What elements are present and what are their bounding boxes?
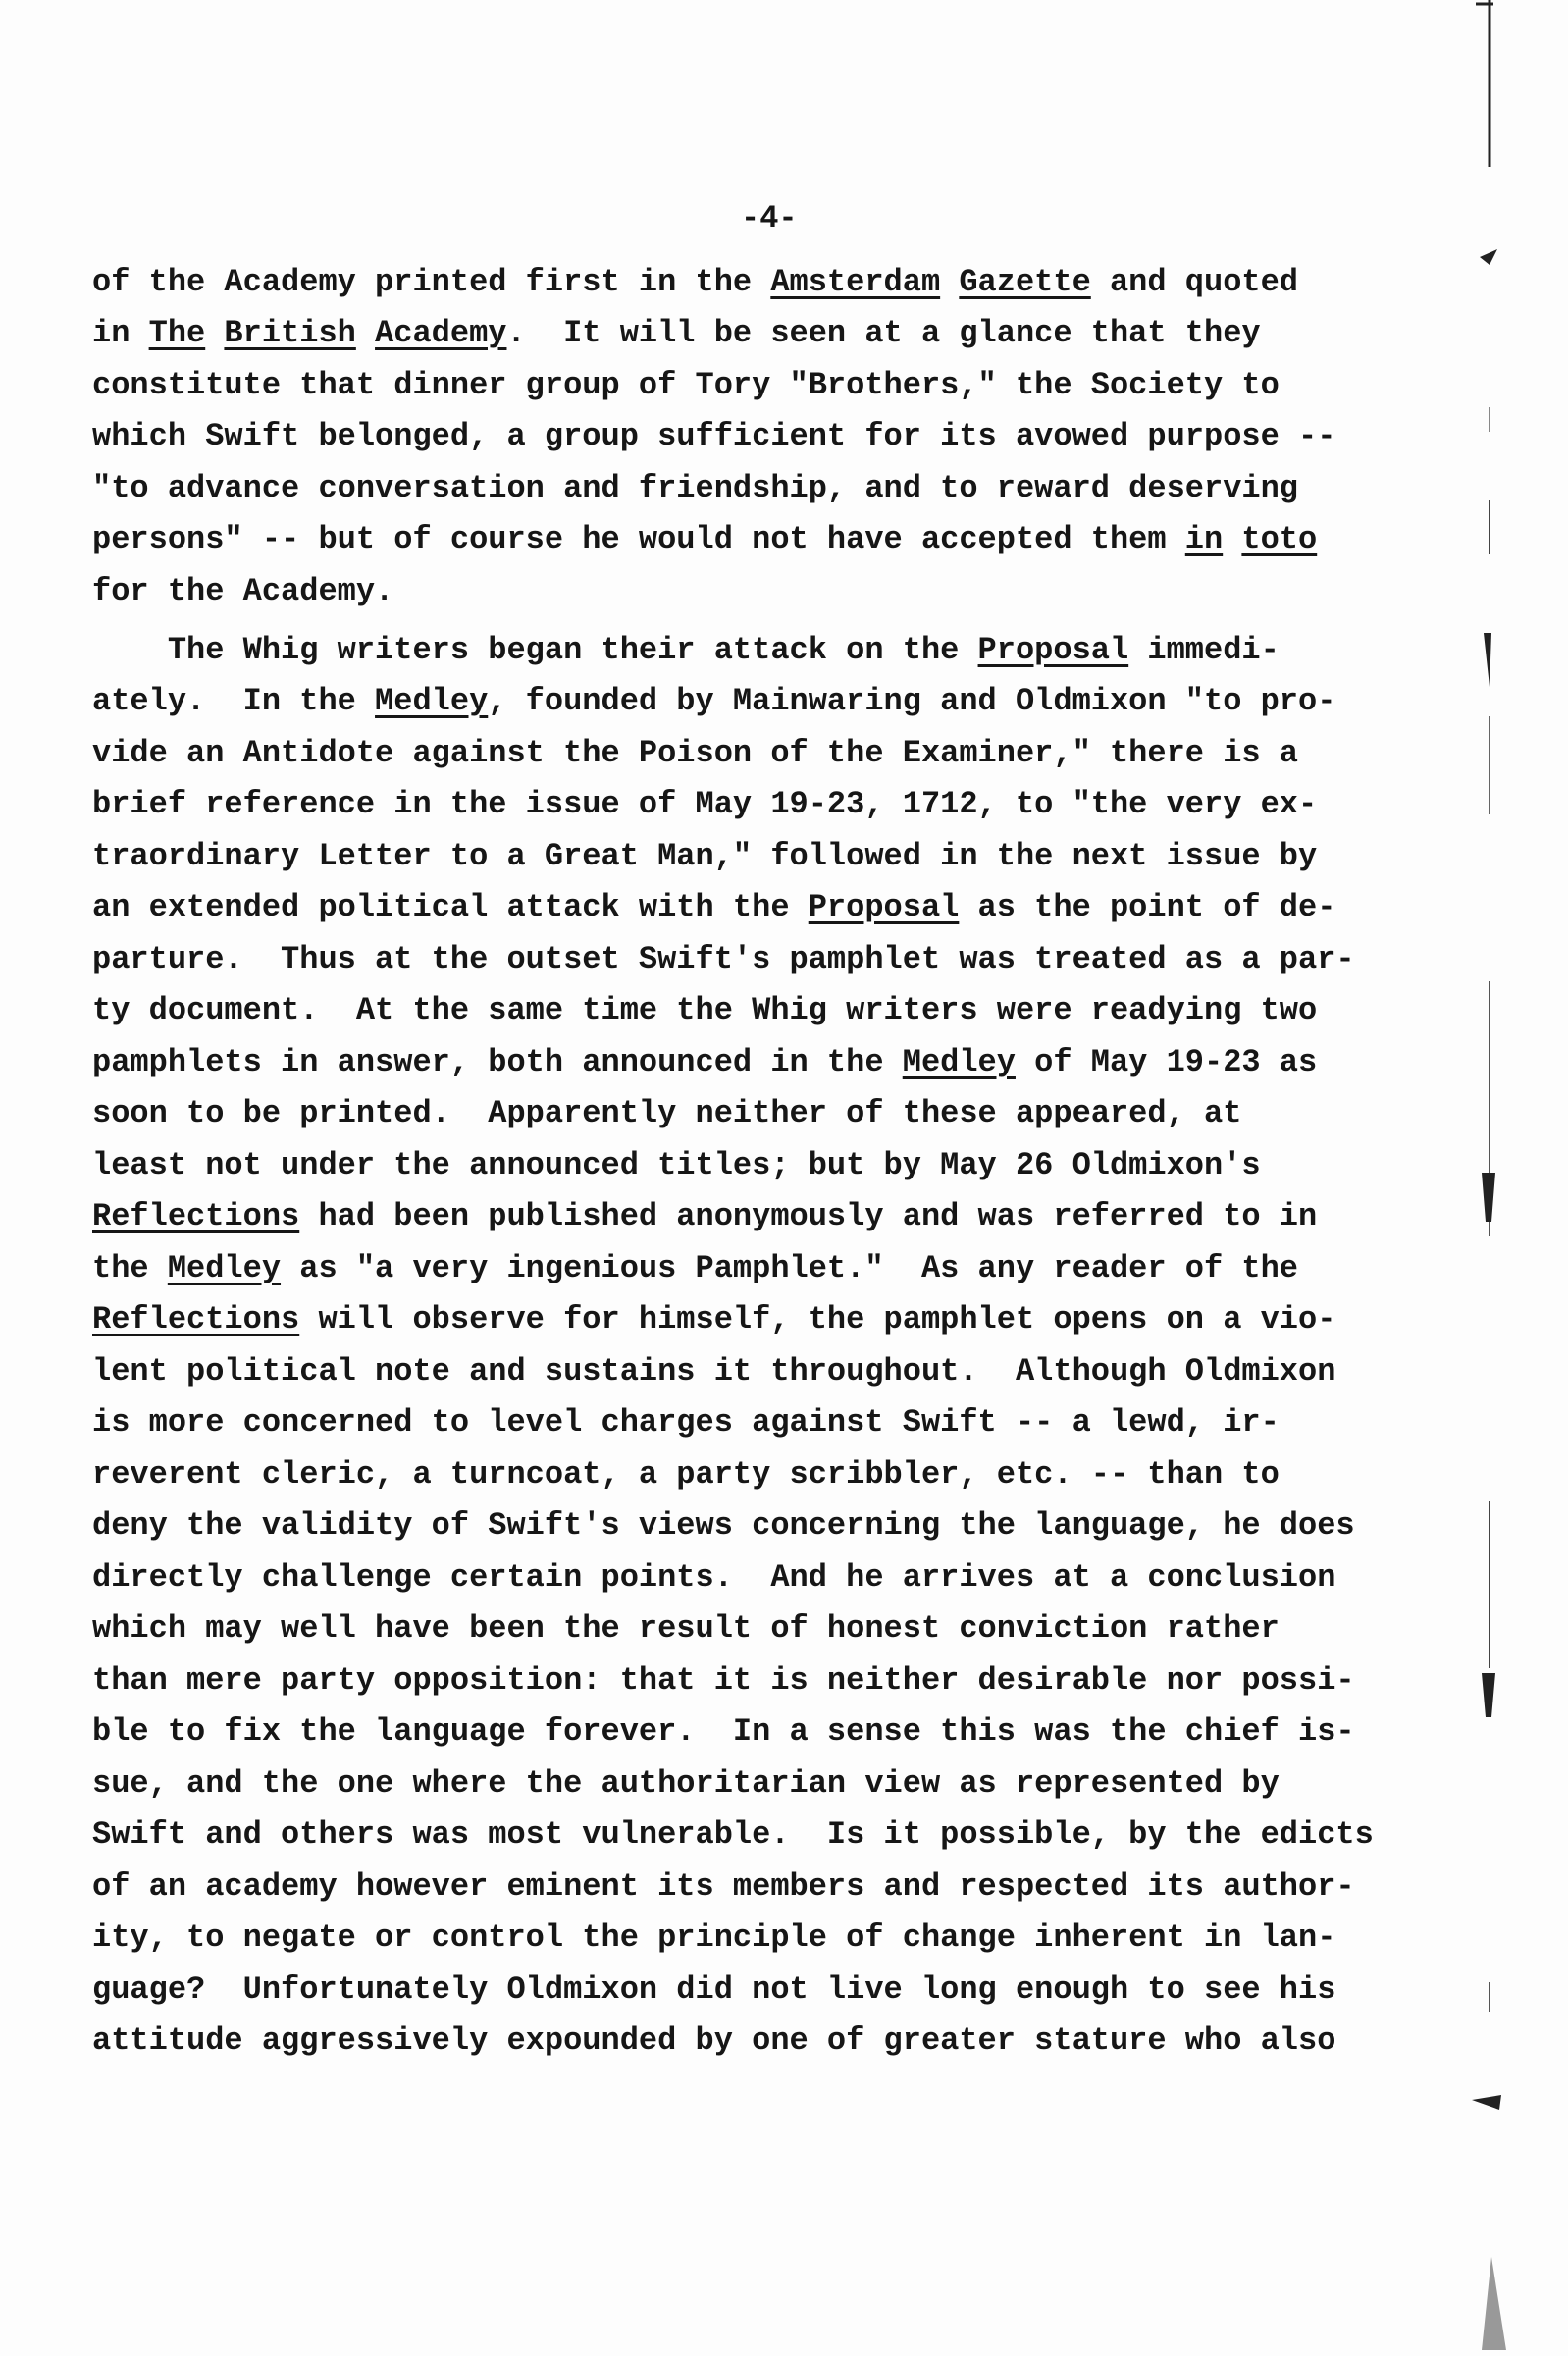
text-run: for the Academy.: [92, 573, 394, 609]
text-line: [92, 1713, 1355, 1750]
underlined-title: British: [224, 315, 356, 351]
text-run: [205, 315, 224, 351]
text-run: vide an Antidote against the Poison of the Examiner," there is a: [92, 735, 1298, 771]
text-run: [1223, 521, 1241, 557]
text-line: [92, 418, 1336, 454]
text-line: [92, 786, 1318, 822]
text-line: [92, 470, 1298, 506]
text-line: [92, 1868, 1355, 1905]
text-run: Swift and others was most vulnerable. Is it possible, by the edicts: [92, 1816, 1374, 1853]
text-line: [92, 1919, 1336, 1956]
text-line: [92, 1765, 1280, 1802]
text-line: [92, 735, 1298, 771]
underlined-title: Reflections: [92, 1198, 300, 1234]
text-run: least not under the announced titles; but by May 26 Oldmixon's: [92, 1147, 1261, 1183]
underlined-title: Academy: [375, 315, 507, 351]
text-run: . It will be seen at a glance that they: [506, 315, 1261, 351]
text-line: [92, 573, 394, 609]
text-run: attitude aggressively expounded by one of greater stature who also: [92, 2022, 1336, 2059]
text-run: as the point of de-: [959, 889, 1336, 925]
text-line: [92, 1610, 1280, 1647]
underlined-title: Gazette: [959, 264, 1091, 300]
text-run: The Whig writers began their attack on the: [92, 632, 978, 668]
text-run: "to advance conversation and friendship, and to reward deserving: [92, 470, 1298, 506]
text-run: persons" -- but of course he would not have accepted them: [92, 521, 1185, 557]
underlined-title: toto: [1241, 521, 1318, 557]
text-run: of an academy however eminent its members and respected its author-: [92, 1868, 1355, 1905]
text-run: lent political note and sustains it throughout. Although Oldmixon: [92, 1353, 1336, 1389]
text-line: [92, 1404, 1280, 1440]
text-run: [940, 264, 959, 300]
text-line: [92, 941, 1355, 977]
underlined-title: Proposal: [808, 889, 960, 925]
text-run: as "a very ingenious Pamphlet." As any reader of the: [281, 1250, 1298, 1286]
text-run: [356, 315, 375, 351]
underlined-title: Medley: [902, 1044, 1016, 1080]
text-run: directly challenge certain points. And he arrives at a conclusion: [92, 1559, 1336, 1596]
text-line: [92, 1353, 1336, 1389]
text-run: ately. In the: [92, 683, 376, 719]
underlined-title: in: [1184, 521, 1224, 557]
text-run: traordinary Letter to a Great Man," followed in the next issue by: [92, 838, 1318, 874]
text-run: reverent cleric, a turncoat, a party scribbler, etc. -- than to: [92, 1456, 1280, 1492]
text-line: [92, 1559, 1336, 1596]
text-line: [92, 889, 1336, 925]
text-line: [92, 1301, 1336, 1337]
text-line: [92, 264, 1298, 300]
text-line: [92, 838, 1318, 874]
text-run: of May 19-23 as: [1015, 1044, 1318, 1080]
text-run: soon to be printed. Apparently neither of these appeared, at: [92, 1095, 1242, 1131]
text-line: [92, 1198, 1318, 1234]
page-number: -4-: [741, 200, 798, 236]
text-run: sue, and the one where the authoritarian view as represented by: [92, 1765, 1280, 1802]
text-run: which may well have been the result of honest conviction rather: [92, 1610, 1280, 1647]
underlined-title: Proposal: [977, 632, 1129, 668]
text-run: deny the validity of Swift's views concerning the language, he does: [92, 1507, 1355, 1544]
underlined-title: Medley: [167, 1250, 282, 1286]
text-line: [92, 1662, 1355, 1699]
text-line: [92, 367, 1280, 403]
text-run: brief reference in the issue of May 19-23, 1712, to "the very ex-: [92, 786, 1318, 822]
text-run: the: [92, 1250, 168, 1286]
text-run: ty document. At the same time the Whig writers were readying two: [92, 992, 1318, 1028]
text-run: immedi-: [1128, 632, 1280, 668]
text-run: parture. Thus at the outset Swift's pamphlet was treated as a par-: [92, 941, 1355, 977]
text-run: ity, to negate or control the principle of change inherent in lan-: [92, 1919, 1336, 1956]
text-line: [92, 1147, 1261, 1183]
text-line: [92, 1971, 1336, 2008]
text-line: [92, 1816, 1374, 1853]
text-run: guage? Unfortunately Oldmixon did not live long enough to see his: [92, 1971, 1336, 2008]
text-run: than mere party opposition: that it is neither desirable nor possi-: [92, 1662, 1355, 1699]
text-run: of the Academy printed first in the: [92, 264, 771, 300]
text-run: and quoted: [1090, 264, 1298, 300]
text-run: ble to fix the language forever. In a sense this was the chief is-: [92, 1713, 1355, 1750]
text-run: which Swift belonged, a group sufficient for its avowed purpose --: [92, 418, 1336, 454]
text-line: [92, 992, 1318, 1028]
text-line: [92, 1095, 1242, 1131]
text-run: is more concerned to level charges against Swift -- a lewd, ir-: [92, 1404, 1280, 1440]
text-line: [92, 2022, 1336, 2059]
text-line: [92, 315, 1261, 351]
text-line: [92, 1044, 1318, 1080]
text-run: had been published anonymously and was referred to in: [299, 1198, 1318, 1234]
text-line: [92, 1250, 1298, 1286]
text-run: will observe for himself, the pamphlet opens on a vio-: [299, 1301, 1336, 1337]
text-run: an extended political attack with the: [92, 889, 809, 925]
underlined-title: Amsterdam: [770, 264, 941, 300]
text-line: [92, 1507, 1355, 1544]
text-line: [92, 632, 1280, 668]
underlined-title: The: [148, 315, 206, 351]
text-line: [92, 1456, 1280, 1492]
underlined-title: Medley: [375, 683, 489, 719]
text-run: in: [92, 315, 149, 351]
underlined-title: Reflections: [92, 1301, 300, 1337]
text-run: , founded by Mainwaring and Oldmixon "to pro-: [488, 683, 1336, 719]
text-line: [92, 683, 1336, 719]
scan-margin-marks: [1462, 0, 1568, 2356]
text-run: pamphlets in answer, both announced in the: [92, 1044, 903, 1080]
text-line: [92, 521, 1318, 557]
text-run: constitute that dinner group of Tory "Brothers," the Society to: [92, 367, 1280, 403]
